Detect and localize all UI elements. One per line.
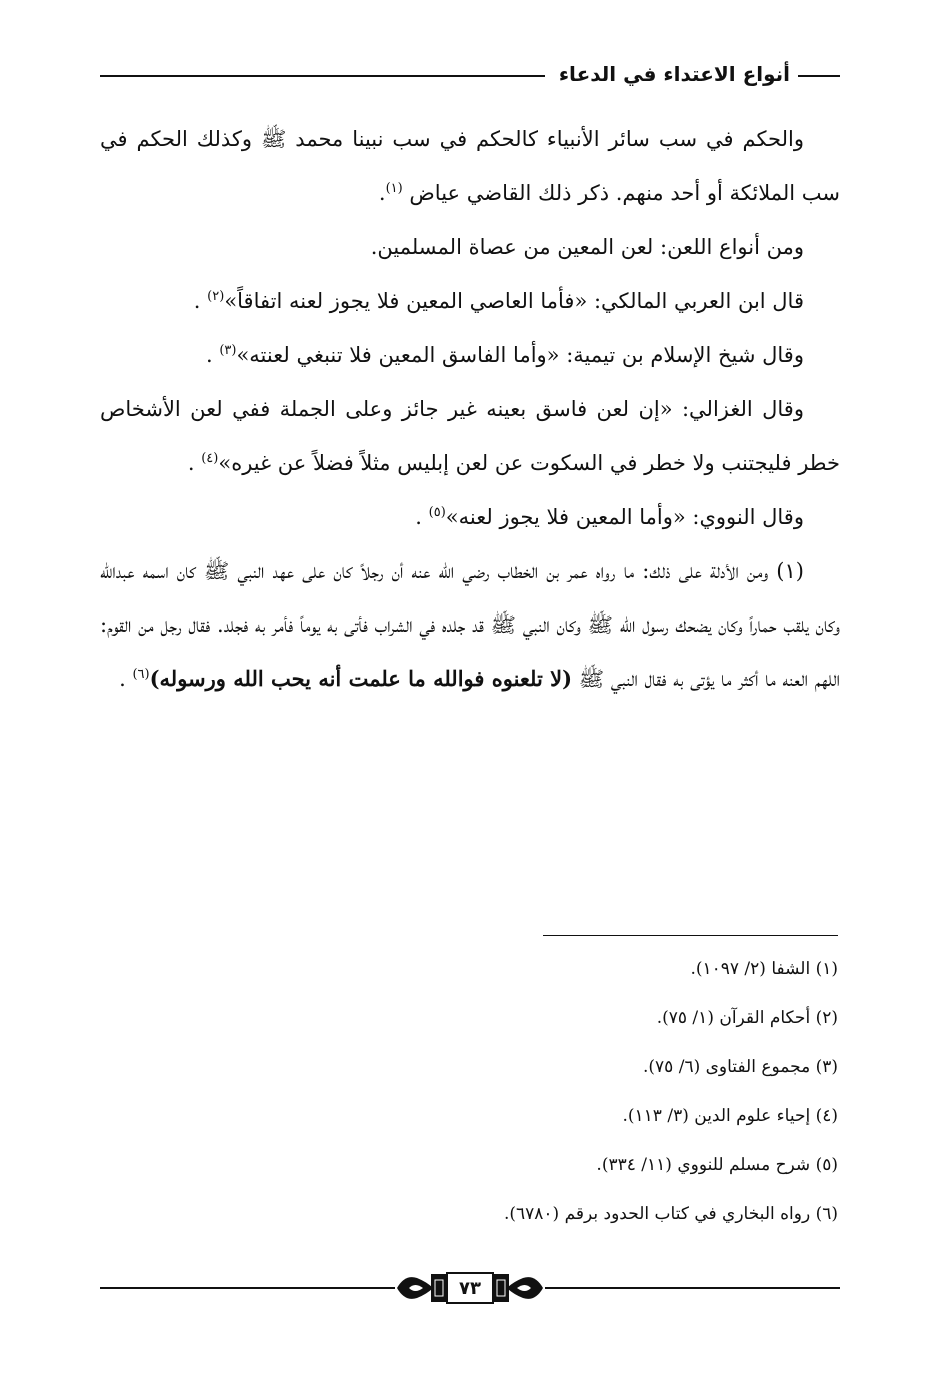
footer-rule-right [545, 1287, 840, 1289]
footnote-marker: (١) [385, 181, 403, 196]
ornament-left-flourish [397, 1274, 447, 1302]
footnote-marker: (٦) [132, 667, 150, 682]
page-number: ٧٣ [459, 1278, 481, 1299]
footnote-marker: (٣) [219, 343, 237, 358]
footnote-marker: (٥) [428, 505, 446, 520]
hadith-quote: (لا تلعنوه فوالله ما علمت أنه يحب الله ورسوله) [149, 666, 573, 691]
header-rule-left [100, 75, 545, 77]
paragraph: ومن أنواع اللعن: لعن المعين من عصاة المسلمين. [370, 235, 804, 259]
footnote-marker: (٢) [207, 289, 225, 304]
footnote-item: (١) الشفا (٢/ ١٠٩٧). [690, 959, 838, 979]
footnote-separator [543, 935, 838, 936]
footnote-item: (٤) إحياء علوم الدين (٣/ ١١٣). [622, 1106, 838, 1126]
footnote-item: (٣) مجموع الفتاوى (٦/ ٧٥). [642, 1057, 838, 1077]
header-rule-right [798, 75, 840, 77]
main-text [100, 112, 840, 706]
paragraph: قال ابن العربي المالكي: «فأما العاصي المعين فلا يجوز لعنه اتفاقاً»$^{(٢)}$ . [193, 289, 804, 313]
footnotes [238, 945, 838, 1239]
ornament-right-flourish [493, 1274, 543, 1302]
footnote-item: (٥) شرح مسلم للنووي (١١/ ٣٣٤). [596, 1155, 838, 1175]
footnote-item: (٢) أحكام القرآن (١/ ٧٥). [656, 1008, 838, 1028]
running-header [100, 60, 840, 96]
footnote-marker: (٤) [201, 451, 219, 466]
header-title: أنواع الاعتداء في الدعاء [558, 62, 790, 86]
paragraph: وقال النووي: «وأما المعين فلا يجوز لعنه»$^{(٥)}$ . [415, 505, 804, 529]
paragraph: وقال شيخ الإسلام بن تيمية: «وأما الفاسق المعين فلا تنبغي لعنته»$^{(٣)}$ . [205, 343, 804, 367]
footer-rule-left [100, 1287, 395, 1289]
paragraph: والحكم في سب سائر الأنبياء كالحكم في سب نبينا محمد ﷺ وكذلك الحكم في سب الملائكة أو أحد منهم. ذكر ذلك القاضي عياض $^{(١)}$. [100, 127, 840, 205]
evidence-paragraph: (١) ومن الأدلة على ذلك: ما رواه عمر بن الخطاب رضي الله عنه أن رجلاً كان على عهد النبي ﷺ كان اسمه عبدالله وكان يلقب حماراً وكان يضحك رسول الله ﷺ وكان النبي ﷺ قد جلده في الشراب فأتى به يوماً فأمر به فجلد. فقال رجل من القوم: اللهم العنه ما أكثر ما يؤتى به فقال النبي ﷺ (لا تلعنوه فوالله ما علمت أنه يحب الله ورسوله)$^{(٦)}$ . [100, 559, 840, 691]
footnote-item: (٦) رواه البخاري في كتاب الحدود برقم (٦٧٨٠). [503, 1204, 838, 1224]
paragraph: وقال الغزالي: «إن لعن فاسق بعينه غير جائز وعلى الجملة ففي لعن الأشخاص خطر فليجتنب ولا خطر في السكوت عن لعن إبليس مثلاً فضلاً عن غيره»$^{(٤)}$ . [100, 397, 840, 475]
page-footer [100, 1268, 840, 1312]
